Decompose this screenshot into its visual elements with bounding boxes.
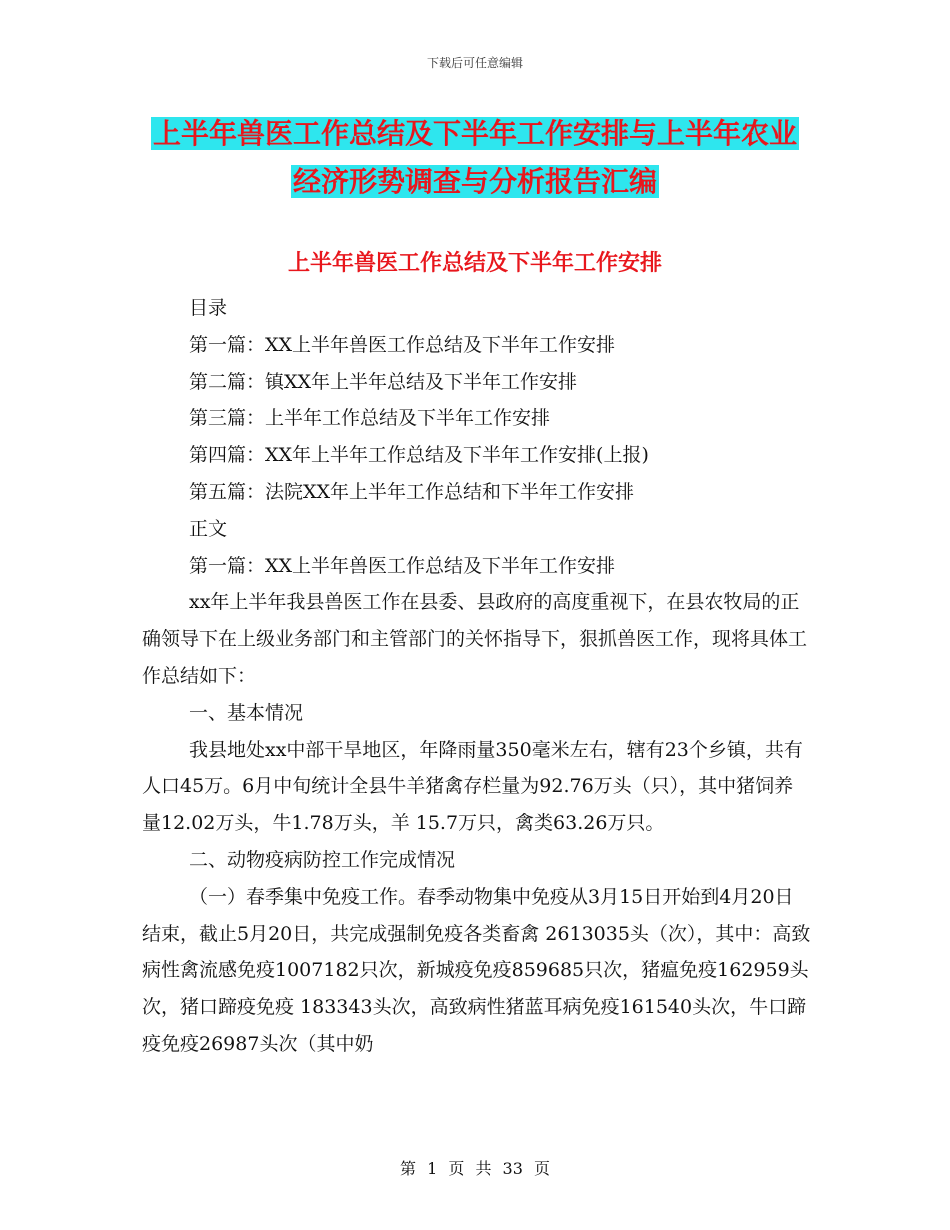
- document-title-line-1: 上半年兽医工作总结及下半年工作安排与上半年农业: [152, 117, 797, 150]
- toc-item: 第五篇：法院XX年上半年工作总结和下半年工作安排: [189, 480, 635, 503]
- toc-item: 第二篇：镇XX年上半年总结及下半年工作安排: [189, 370, 578, 393]
- section-title: 上半年兽医工作总结及下半年工作安排: [287, 251, 662, 276]
- toc-item: 第一篇：XX上半年兽医工作总结及下半年工作安排: [189, 333, 616, 356]
- zhengwen-label: 正文: [189, 517, 228, 540]
- basic-situation-heading: 一、基本情况: [189, 701, 304, 724]
- document-title: [120, 110, 830, 206]
- spring-immunization-paragraph: （一）春季集中免疫工作。春季动物集中免疫从3月15日开始到4月20日结束，截止5月20日，共完成强制免疫各类畜禽 2613035头（次），其中：高致病性禽流感免疫1007182只次，新城疫免疫859685只次，猪瘟免疫162959头次，猪口蹄疫免疫 183343头次，高致病性猪蓝耳病免疫161540头次，牛口蹄疫免疫26987头次（其中奶: [142, 885, 811, 1055]
- toc-item: 第四篇：XX年上半年工作总结及下半年工作安排(上报): [189, 444, 649, 467]
- toc-item: 第三篇：上半年工作总结及下半年工作安排: [189, 407, 551, 430]
- document-body: [142, 290, 812, 1063]
- part-1-heading: 第一篇：XX上半年兽医工作总结及下半年工作安排: [189, 554, 616, 577]
- disease-control-heading: 二、动物疫病防控工作完成情况: [189, 848, 456, 871]
- document-title-line-2: 经济形势调查与分析报告汇编: [292, 165, 657, 198]
- page-number: 第 1 页 共 33 页: [400, 1159, 550, 1178]
- page-header-note: 下载后可任意编辑: [426, 56, 523, 70]
- toc-heading: 目录: [189, 297, 228, 319]
- basic-situation-paragraph: 我县地处xx中部干旱地区，年降雨量350毫米左右，辖有23个乡镇，共有人口45万。6月中旬统计全县牛羊猪禽存栏量为92.76万头（只），其中猪饲养量12.02万头，牛1.78万头，羊 15.7万只，禽类63.26万只。: [142, 738, 803, 835]
- intro-paragraph: xx年上半年我县兽医工作在县委、县政府的高度重视下，在县农牧局的正确领导下在上级业务部门和主管部门的关怀指导下，狠抓兽医工作，现将具体工作总结如下：: [142, 591, 808, 687]
